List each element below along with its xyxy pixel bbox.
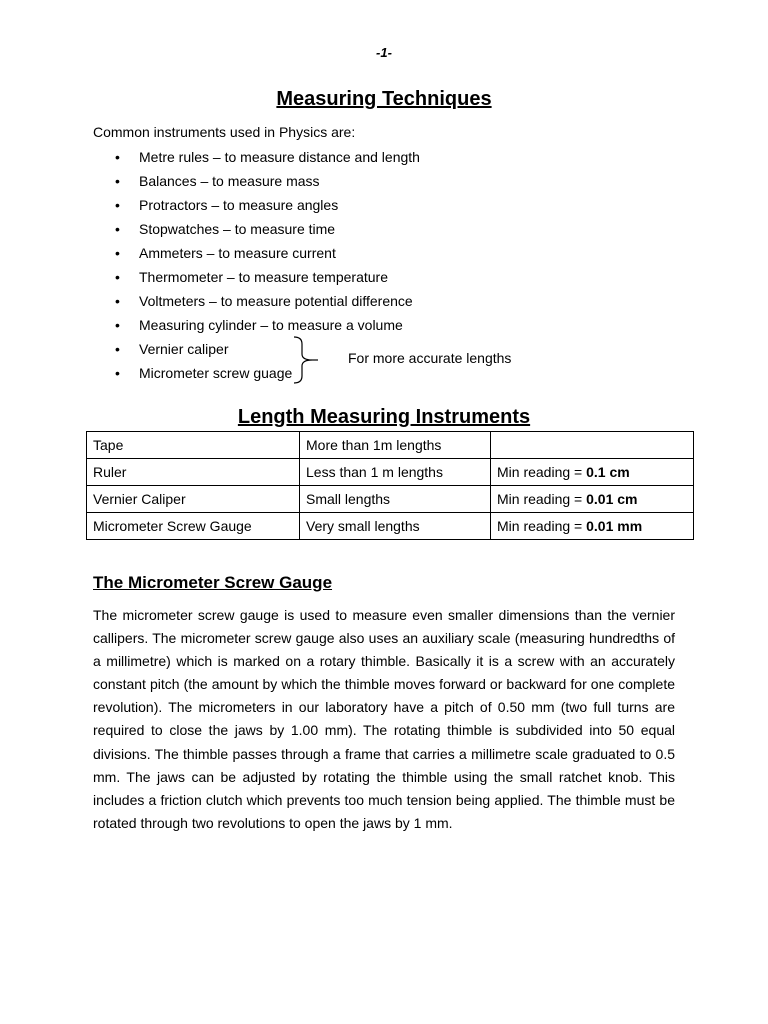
table-row <box>87 513 694 540</box>
min-reading-label: Min reading = <box>497 491 587 507</box>
bullet-icon: • <box>115 365 120 381</box>
table-row <box>87 432 694 459</box>
table-cell-use: More than 1m lengths <box>300 432 491 459</box>
list-item-text: Voltmeters – to measure potential difference <box>139 293 413 309</box>
list-item-text: Measuring cylinder – to measure a volume <box>139 317 403 333</box>
page-number: -1- <box>376 45 392 60</box>
table-cell-instrument: Tape <box>87 432 300 459</box>
table-cell-instrument: Micrometer Screw Gauge <box>87 513 300 540</box>
table-row <box>87 459 694 486</box>
bullet-icon: • <box>115 245 120 261</box>
list-item <box>113 313 420 337</box>
min-reading-label: Min reading = <box>497 464 587 480</box>
list-item-text: Thermometer – to measure temperature <box>139 269 388 285</box>
intro-text: Common instruments used in Physics are: <box>93 124 356 140</box>
brace-note: For more accurate lengths <box>348 350 512 366</box>
table-row <box>87 486 694 513</box>
page-title: Measuring Techniques <box>276 88 492 110</box>
table-cell-instrument: Ruler <box>87 459 300 486</box>
list-item-text: Stopwatches – to measure time <box>139 221 336 237</box>
section-title-micrometer: The Micrometer Screw Gauge <box>93 573 333 592</box>
min-reading-value: 0.1 cm <box>586 464 630 480</box>
curly-brace-icon <box>290 336 320 384</box>
micrometer-paragraph: The micrometer screw gauge is used to measure even smaller dimensions than the vernier callipers. The micrometer screw gauge also uses an auxiliary scale (measuring hundredths of a millimetre) which is marked on a rotary thimble. Basically it is a screw with an accurately constant pitch (the amount by which the thimble moves forward or backward for one complete revolution). The micrometers in our laboratory have a pitch of 0.50 mm (two full turns are required to close the jaws by 1.00 mm). The rotating thimble is subdivided into 50 equal divisions. The thimble passes through a frame that carries a millimetre scale graduated to 0.5 mm. The jaws can be adjusted by rotating the thimble using the small ratchet knob. This includes a friction clutch which prevents too much tension being applied. The thimble must be rotated through two revolutions to open the jaws by 1 mm. <box>93 607 675 831</box>
list-item <box>113 241 420 265</box>
bullet-icon: • <box>115 341 120 357</box>
bullet-icon: • <box>115 197 120 213</box>
table-cell-min-reading <box>491 486 694 513</box>
table-cell-use: Less than 1 m lengths <box>300 459 491 486</box>
table-cell-min-reading <box>491 459 694 486</box>
min-reading-value: 0.01 mm <box>586 518 643 534</box>
list-item-text: Balances – to measure mass <box>139 173 320 189</box>
table-cell-instrument: Vernier Caliper <box>87 486 300 513</box>
section-title-length: Length Measuring Instruments <box>237 406 531 428</box>
list-item-text: Vernier caliper <box>139 341 229 357</box>
min-reading-value: 0.01 cm <box>586 491 638 507</box>
list-item-text: Micrometer screw guage <box>139 365 293 381</box>
list-item <box>113 193 420 217</box>
bullet-icon: • <box>115 149 120 165</box>
list-item <box>113 217 420 241</box>
table-cell-use: Very small lengths <box>300 513 491 540</box>
bullet-icon: • <box>115 269 120 285</box>
length-instruments-table <box>86 431 694 540</box>
bullet-icon: • <box>115 173 120 189</box>
list-item <box>113 169 420 193</box>
list-item-text: Ammeters – to measure current <box>139 245 336 261</box>
bullet-icon: • <box>115 293 120 309</box>
list-item <box>113 145 420 169</box>
table-cell-min-reading <box>491 432 694 459</box>
list-item <box>113 289 420 313</box>
table-cell-use: Small lengths <box>300 486 491 513</box>
list-item <box>113 265 420 289</box>
min-reading-label: Min reading = <box>497 518 587 534</box>
bullet-icon: • <box>115 221 120 237</box>
bullet-icon: • <box>115 317 120 333</box>
list-item-text: Protractors – to measure angles <box>139 197 339 213</box>
instrument-list <box>113 145 420 385</box>
list-item-text: Metre rules – to measure distance and length <box>139 149 420 165</box>
table-cell-min-reading <box>491 513 694 540</box>
